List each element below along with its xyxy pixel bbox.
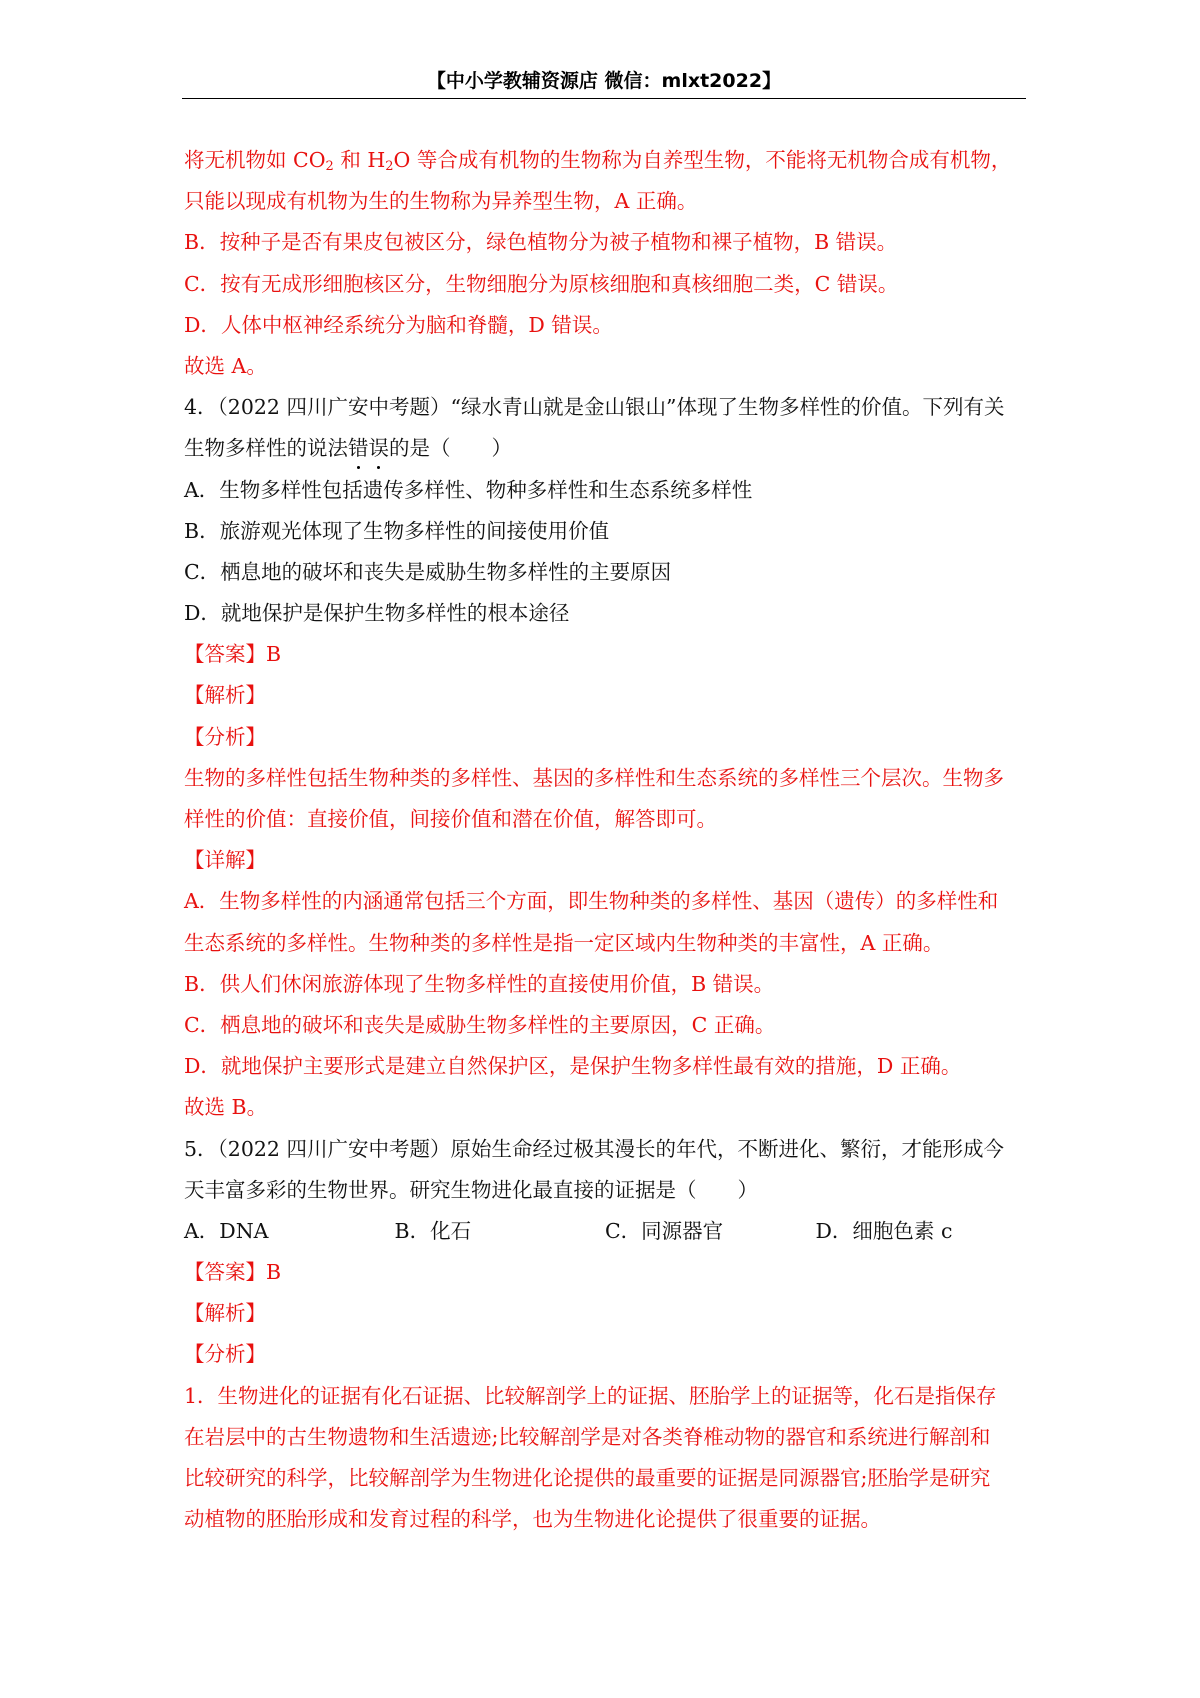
q3-explanation-b: B．按种子是否有果皮包被区分，绿色植物分为被子植物和裸子植物，B 错误。 [184,230,898,255]
q5-option-a: A．DNA [184,1218,269,1243]
q3-explanation-c: C．按有无成形细胞核区分，生物细胞分为原核细胞和真核细胞二类，C 错误。 [184,271,899,296]
q5-fenxi-line: 动植物的胚胎形成和发育过程的科学，也为生物进化论提供了很重要的证据。 [184,1507,881,1532]
q4-stem-line-2: 生物多样性的说法错误的是（ ） [184,428,1026,469]
q5-fenxi-line: 在岩层中的古生物遗物和生活遗迹;比较解剖学是对各类脊椎动物的器官和系统进行解剖和 [184,1424,991,1449]
q4-detail-label: 【详解】 [184,848,266,873]
q3-explanation-line-2: 只能以现成有机物为生的生物称为异养型生物，A 正确。 [184,189,698,214]
q4-conclusion: 故选 B。 [184,1095,268,1120]
q4-fenxi-line-2: 样性的价值：直接价值，间接价值和潜在价值，解答即可。 [184,807,717,831]
q5-fenxi-line: 比较研究的科学，比较解剖学为生物进化论提供的最重要的证据是同源器官;胚胎学是研究 [184,1466,991,1490]
q5-option-c: C．同源器官 [605,1218,724,1243]
q4-stem-line-1: 4．（2022 四川广安中考题）“绿水青山就是金山银山”体现了生物多样性的价值。下列有关 [184,395,1005,420]
q3-explanation-d: D．人体中枢神经系统分为脑和脊髓，D 错误。 [184,312,613,337]
q5-fenxi-line: 1．生物进化的证据有化石证据、比较解剖学上的证据、胚胎学上的证据等，化石是指保存 [184,1383,997,1408]
q4-detail-line: A．生物多样性的内涵通常包括三个方面，即生物种类的多样性、基因（遗传）的多样性和 [184,889,999,914]
q4-option-b: B．旅游观光体现了生物多样性的间接使用价值 [184,518,610,543]
q3-explanation-line-1: 将无机物如 $CO_2$ 和 $H_2O$ 等合成有机物的生物称为自养型生物，不能将无机物合成有机物， [184,148,1012,174]
q5-option-d: D．细胞色素 c [815,1218,953,1243]
q5-answer: 【答案】B [184,1260,282,1285]
q4-fenxi-label: 【分析】 [184,724,266,749]
emphasis-char: 误 [369,428,390,469]
q5-stem-line-1: 5．（2022 四川广安中考题）原始生命经过极其漫长的年代，不断进化、繁衍，才能形成今 [184,1136,1004,1161]
q4-detail-line: C．栖息地的破坏和丧失是威胁生物多样性的主要原因，C 正确。 [184,1012,776,1037]
q4-option-c: C．栖息地的破坏和丧失是威胁生物多样性的主要原因 [184,559,672,584]
page-header: 【中小学教辅资源店 微信：mlxt2022】 [426,70,782,92]
q3-conclusion: 故选 A。 [184,353,267,378]
q4-detail-line: 生态系统的多样性。生物种类的多样性是指一定区域内生物种类的丰富性，A 正确。 [184,930,944,955]
q5-analysis-label: 【解析】 [184,1301,266,1326]
q4-detail-line: B．供人们休闲旅游体现了生物多样性的直接使用价值，B 错误。 [184,971,775,996]
q4-option-a: A．生物多样性包括遗传多样性、物种多样性和生态系统多样性 [184,477,753,502]
q5-option-b: B．化石 [394,1218,472,1243]
q4-analysis-label: 【解析】 [184,683,266,708]
q5-fenxi-label: 【分析】 [184,1342,266,1367]
q4-detail-line: D．就地保护主要形式是建立自然保护区，是保护生物多样性最有效的措施，D 正确。 [184,1054,962,1079]
q4-fenxi-line-1: 生物的多样性包括生物种类的多样性、基因的多样性和生态系统的多样性三个层次。生物多 [184,765,1004,790]
document-body [184,140,1026,1540]
q5-stem-line-2: 天丰富多彩的生物世界。研究生物进化最直接的证据是（ ） [184,1177,758,1202]
emphasis-char: 错 [348,428,369,469]
header-divider [182,98,1026,99]
q4-option-d: D．就地保护是保护生物多样性的根本途径 [184,601,570,626]
q4-answer: 【答案】B [184,642,282,667]
q5-options [184,1211,1026,1252]
